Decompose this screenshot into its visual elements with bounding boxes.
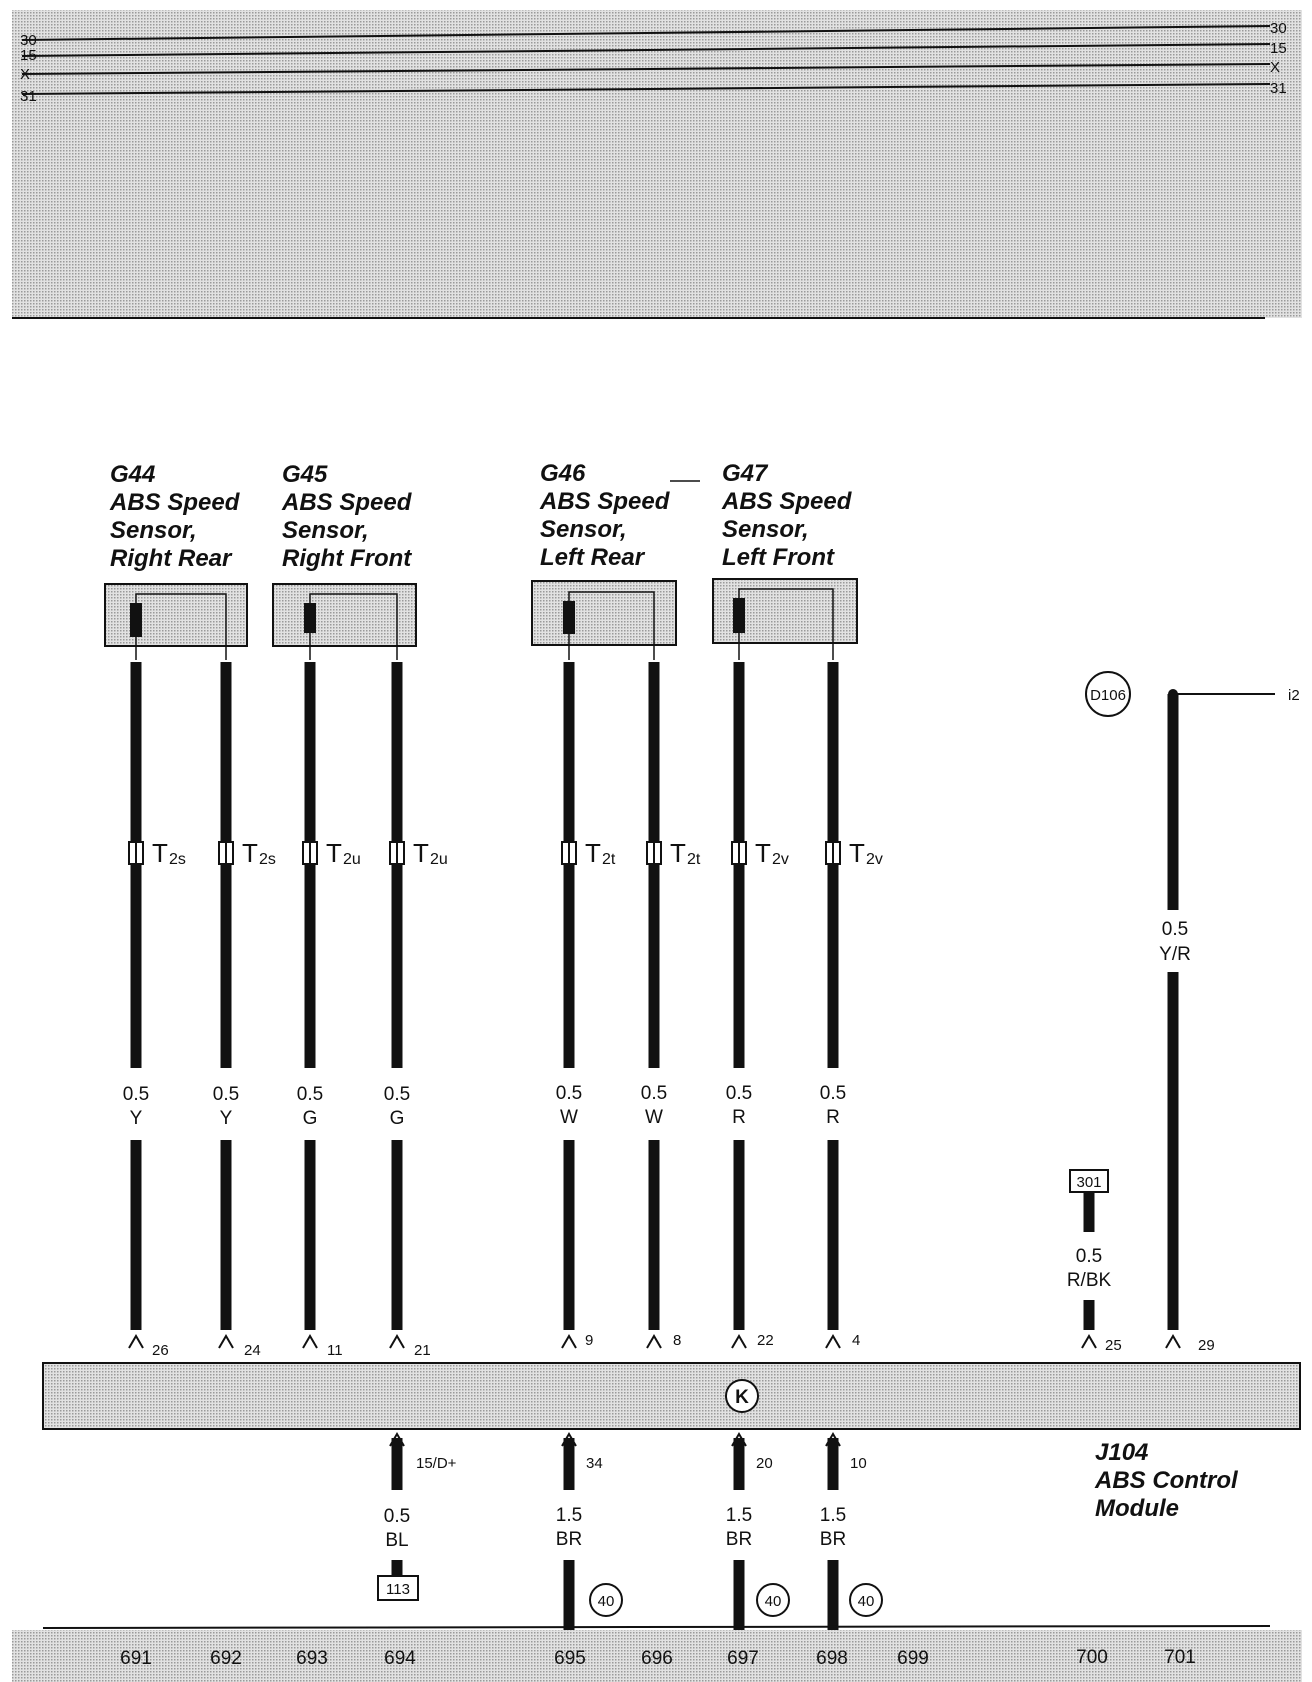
svg-text:T: T (755, 838, 771, 868)
svg-text:0.5: 0.5 (555, 1083, 583, 1104)
svg-text:8: 8 (673, 1332, 682, 1349)
svg-text:2v: 2v (866, 851, 883, 868)
svg-text:ABS Speed: ABS Speed (110, 489, 240, 516)
grid-number: 698 (816, 1648, 848, 1669)
svg-text:31: 31 (1270, 80, 1287, 97)
grid-number: 695 (554, 1648, 586, 1669)
svg-text:Sensor,: Sensor, (110, 517, 197, 544)
svg-text:Sensor,: Sensor, (282, 517, 369, 544)
svg-text:2s: 2s (169, 851, 186, 868)
svg-text:31: 31 (20, 88, 37, 105)
bottom-wire-20 (726, 1434, 789, 1635)
grid-number: 691 (120, 1648, 152, 1669)
svg-text:15: 15 (20, 47, 37, 64)
svg-text:2u: 2u (430, 851, 448, 868)
svg-text:R/BK: R/BK (1066, 1270, 1112, 1291)
svg-text:G: G (302, 1108, 318, 1129)
svg-text:0.5: 0.5 (383, 1084, 411, 1105)
svg-text:0.5: 0.5 (1161, 919, 1189, 940)
svg-text:2t: 2t (602, 851, 616, 868)
grid-number: 693 (296, 1648, 328, 1669)
grid-number: 701 (1164, 1647, 1196, 1668)
svg-text:21: 21 (414, 1342, 431, 1359)
svg-text:Module: Module (1095, 1495, 1179, 1522)
svg-text:G: G (389, 1108, 405, 1129)
svg-text:T: T (152, 838, 168, 868)
svg-text:2v: 2v (772, 851, 789, 868)
svg-text:R: R (826, 1107, 840, 1128)
svg-text:Sensor,: Sensor, (540, 516, 627, 543)
grid-number: 697 (727, 1648, 759, 1669)
svg-text:30: 30 (20, 32, 37, 49)
svg-text:34: 34 (586, 1455, 603, 1472)
sensor-g46-title (539, 460, 671, 571)
svg-text:40: 40 (597, 1593, 615, 1610)
svg-text:1.5: 1.5 (725, 1505, 753, 1526)
svg-text:4: 4 (852, 1332, 861, 1349)
svg-text:26: 26 (152, 1342, 169, 1359)
svg-text:Y: Y (219, 1108, 233, 1129)
svg-text:ABS Control: ABS Control (1095, 1467, 1238, 1494)
svg-text:BL: BL (385, 1530, 409, 1551)
svg-text:0.5: 0.5 (725, 1083, 753, 1104)
svg-text:25: 25 (1105, 1337, 1122, 1354)
connector-t2u-1 (303, 838, 361, 868)
top-rail-band (12, 10, 1302, 318)
connector-t2s-1 (129, 838, 186, 868)
svg-text:i2: i2 (1288, 687, 1300, 704)
svg-text:T: T (326, 838, 342, 868)
svg-text:40: 40 (857, 1593, 875, 1610)
svg-text:BR: BR (725, 1529, 753, 1550)
svg-text:30: 30 (1270, 20, 1287, 37)
svg-text:T: T (849, 838, 865, 868)
svg-text:10: 10 (850, 1455, 867, 1472)
svg-text:X: X (20, 66, 31, 83)
svg-text:0.5: 0.5 (122, 1084, 150, 1105)
svg-text:40: 40 (764, 1593, 782, 1610)
svg-text:11: 11 (327, 1342, 343, 1359)
svg-text:2s: 2s (259, 851, 276, 868)
wires-top (136, 662, 833, 1068)
wires-mid (136, 1140, 833, 1330)
svg-text:22: 22 (757, 1332, 774, 1349)
svg-text:113: 113 (386, 1581, 410, 1598)
svg-text:T: T (413, 838, 429, 868)
wire-labels (123, 1083, 846, 1129)
grid-number: 692 (210, 1648, 242, 1669)
svg-text:2u: 2u (343, 851, 361, 868)
svg-text:Right Front: Right Front (282, 545, 412, 572)
connector-t2v-2 (826, 838, 883, 868)
svg-text:0.5: 0.5 (383, 1506, 411, 1527)
svg-text:Y/R: Y/R (1159, 944, 1191, 965)
sensor-g44-title (109, 461, 241, 572)
sensor-g46-box (532, 581, 676, 660)
d106-branch (1086, 672, 1300, 1354)
grid-number: 694 (384, 1648, 416, 1669)
svg-text:D106: D106 (1090, 687, 1126, 704)
svg-text:T: T (585, 838, 601, 868)
svg-text:T: T (242, 838, 258, 868)
svg-text:15/D+: 15/D+ (416, 1455, 457, 1472)
svg-text:20: 20 (756, 1455, 773, 1472)
connector-t2s-2 (219, 838, 276, 868)
svg-text:BR: BR (555, 1529, 583, 1550)
svg-text:29: 29 (1198, 1337, 1215, 1354)
svg-text:T: T (670, 838, 686, 868)
bottom-wire-15d (378, 1434, 457, 1600)
sensor-g45-box (273, 584, 416, 660)
svg-text:G45: G45 (282, 461, 328, 488)
svg-text:K: K (735, 1387, 749, 1408)
svg-text:G46: G46 (540, 460, 586, 487)
svg-text:0.5: 0.5 (819, 1083, 847, 1104)
svg-text:ABS Speed: ABS Speed (282, 489, 412, 516)
svg-text:0.5: 0.5 (640, 1083, 668, 1104)
svg-text:2t: 2t (687, 851, 701, 868)
svg-text:W: W (645, 1107, 663, 1128)
svg-text:ABS Speed: ABS Speed (722, 488, 852, 515)
connector-t2u-2 (390, 838, 448, 868)
connector-t2v-1 (732, 838, 789, 868)
bottom-ground-band (12, 1626, 1302, 1682)
svg-text:Right Rear: Right Rear (110, 545, 232, 572)
svg-text:Sensor,: Sensor, (722, 516, 809, 543)
svg-text:X: X (1270, 59, 1281, 76)
svg-text:W: W (560, 1107, 578, 1128)
grid-number: 700 (1076, 1647, 1108, 1668)
sensor-g47-title (721, 460, 853, 571)
svg-text:ABS Speed: ABS Speed (540, 488, 670, 515)
svg-text:1.5: 1.5 (555, 1505, 583, 1526)
svg-text:Left Rear: Left Rear (540, 544, 645, 571)
svg-text:0.5: 0.5 (212, 1084, 240, 1105)
grid-number: 699 (897, 1648, 929, 1669)
svg-text:15: 15 (1270, 40, 1287, 57)
connector-t2t-1 (562, 838, 616, 868)
sensor-g45-title (281, 461, 413, 572)
svg-text:G44: G44 (110, 461, 156, 488)
bottom-wire-34 (556, 1434, 622, 1635)
grid-number: 696 (641, 1648, 673, 1669)
svg-text:G47: G47 (722, 460, 768, 487)
svg-text:BR: BR (819, 1529, 847, 1550)
svg-text:301: 301 (1076, 1174, 1102, 1191)
sensor-g44-box (105, 584, 247, 660)
svg-text:R: R (732, 1107, 746, 1128)
svg-text:Left Front: Left Front (722, 544, 834, 571)
connector-t2t-2 (647, 838, 701, 868)
svg-text:0.5: 0.5 (1075, 1246, 1103, 1267)
svg-text:0.5: 0.5 (296, 1084, 324, 1105)
ref-301-branch (1067, 1170, 1122, 1354)
module-pins-top (129, 1332, 860, 1359)
svg-text:24: 24 (244, 1342, 261, 1359)
abs-control-module (43, 1363, 1300, 1522)
svg-text:J104: J104 (1095, 1439, 1149, 1466)
bottom-wire-10 (820, 1434, 882, 1635)
sensor-g47-box (713, 579, 857, 660)
svg-text:1.5: 1.5 (819, 1505, 847, 1526)
svg-text:9: 9 (585, 1332, 594, 1349)
svg-text:Y: Y (129, 1108, 143, 1129)
connectors (129, 838, 883, 868)
